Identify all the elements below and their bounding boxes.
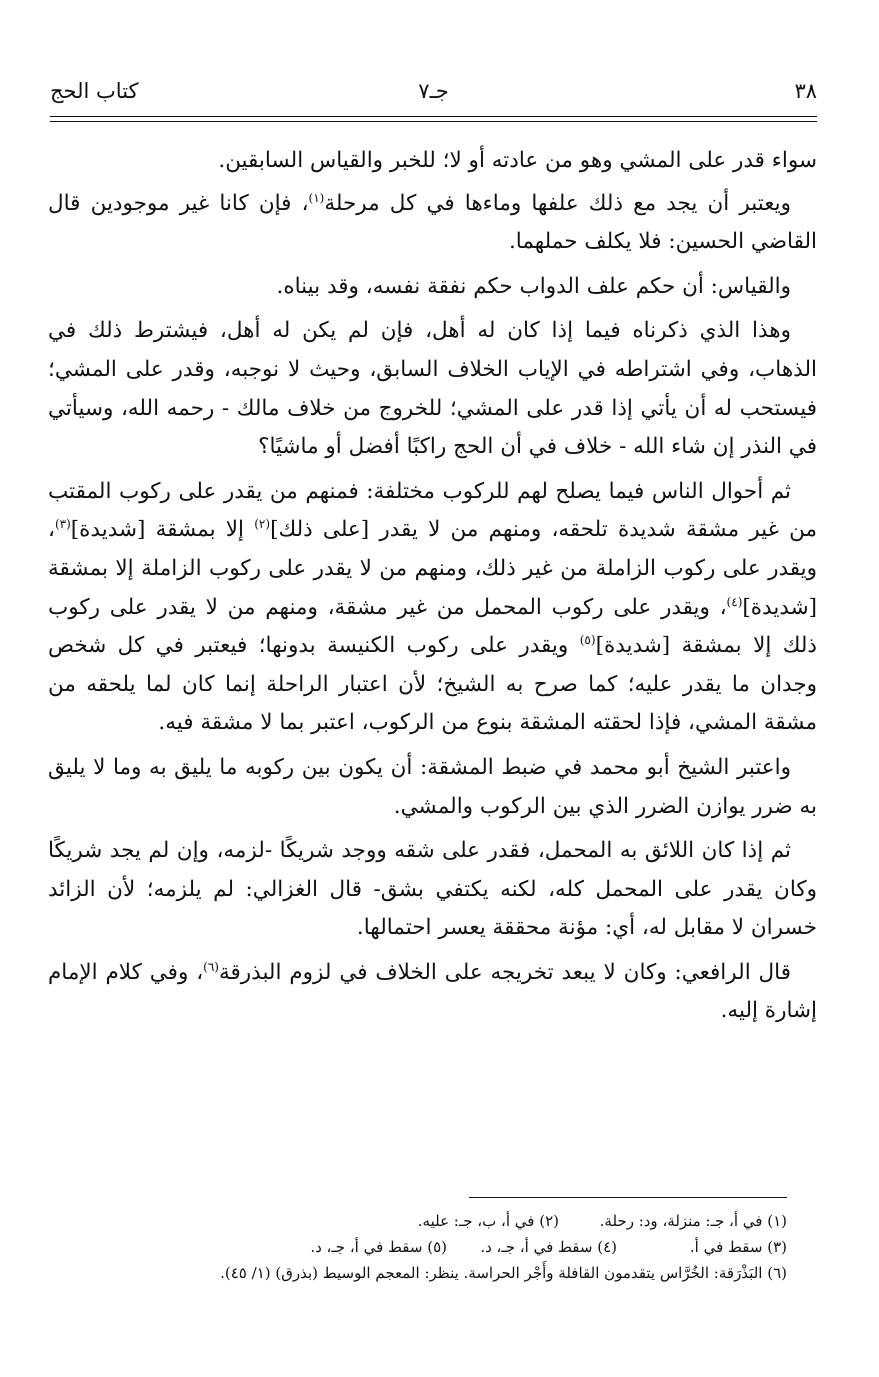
paragraph: والقياس: أن حكم علف الدواب حكم نفقة نفسه، وقد بيناه. bbox=[276, 273, 791, 299]
book-title: كتاب الحج bbox=[50, 79, 139, 103]
footnote-ref[interactable]: (٥) bbox=[579, 632, 596, 647]
paragraph: ويعتبر أن يجد مع ذلك علفها وماءها في كل مرحلة$^{(١)}$، فإن كانا غير موجودين قال القاضي الحسين: فلا يكلف حملهما. bbox=[48, 190, 817, 255]
footnote-ref[interactable]: (٤) bbox=[726, 594, 743, 609]
running-header bbox=[50, 72, 817, 110]
header-rule-top bbox=[50, 116, 817, 117]
footnote-row bbox=[60, 1234, 787, 1260]
footnote-2: (٢) في أ، ب، جـ: عليه. bbox=[417, 1212, 559, 1230]
footnote-5: (٥) سقط في أ، جـ، د. bbox=[310, 1238, 447, 1256]
footnote-ref[interactable]: (٢) bbox=[254, 517, 271, 532]
paragraph: قال الرافعي: وكان لا يبعد تخريجه على الخلاف في لزوم البذرقة$^{(٦)}$، وفي كلام الإمام إشارة إليه. bbox=[48, 959, 817, 1024]
footnote-row bbox=[60, 1260, 787, 1286]
paragraph: ثم إذا كان اللائق به المحمل، فقدر على شقه ووجد شريكًا -لزمه، وإن لم يجد شريكًا وكان يقدر على المحمل كله، لكنه يكتفي بشق- قال الغزالي: لم يلزمه؛ لأن الزائد خسران لا مقابل له، أي: مؤنة محققة يعسر احتمالها. bbox=[48, 838, 817, 941]
footnote-1: (١) في أ، جـ: منزلة، ود: رحلة. bbox=[599, 1212, 787, 1230]
footnote-4: (٤) سقط في أ، جـ، د. bbox=[480, 1238, 617, 1256]
paragraph: ثم أحوال الناس فيما يصلح لهم للركوب مختلفة: فمنهم من يقدر على ركوب المقتب من غير مشقة شديدة تلحقه، ومنهم من لا يقدر [على ذلك]$^{(٢)}$ إلا بمشقة [شديدة]$^{(٣)}$، ويقدر على ركوب الزاملة من غير ذلك، ومنهم من لا يقدر على ركوب الزاملة إلا بمشقة [شديدة]$^{(٤)}$، ويقدر على ركوب المحمل من غير مشقة، ومنهم من لا يقدر على ركوب ذلك إلا بمشقة [شديدة]$^{(٥)}$ ويقدر على ركوب الكنيسة بدونها؛ فيعتبر في كل شخص وجدان ما يقدر عليه؛ كما صرح به الشيخ؛ لأن اعتبار الراحلة إنما كان لما يلحقه من مشقة المشي، فإذا لحقته المشقة بنوع من الركوب، اعتبر بما لا مشقة فيه. bbox=[48, 478, 817, 736]
paragraph: واعتبر الشيخ أبو محمد في ضبط المشقة: أن يكون بين ركوبه ما يليق به وما لا يليق به ضرر يوازن الضرر الذي بين الركوب والمشي. bbox=[48, 754, 817, 819]
footnote-ref[interactable]: (١) bbox=[308, 190, 325, 205]
footnote-separator bbox=[469, 1197, 787, 1198]
footnote-6: (٦) البَذْرَقة: الخُرَّاس يتقدمون القافلة وأَجْر الحراسة. ينظر: المعجم الوسيط (بذرق) (١/ ٤٥). bbox=[220, 1264, 787, 1282]
footnote-ref[interactable]: (٣) bbox=[54, 517, 71, 532]
page-number: ٣٨ bbox=[794, 79, 817, 103]
paragraph: سواء قدر على المشي وهو من عادته أو لا؛ للخبر والقياس السابقين. bbox=[218, 148, 817, 173]
volume-label: جـ٧ bbox=[418, 79, 449, 103]
main-text bbox=[48, 142, 817, 1037]
header-rule-bottom bbox=[50, 121, 817, 122]
footnote-3: (٣) سقط في أ. bbox=[689, 1238, 787, 1256]
footnote-ref[interactable]: (٦) bbox=[203, 959, 219, 974]
paragraph: وهذا الذي ذكرناه فيما إذا كان له أهل، فإن لم يكن له أهل، فيشترط ذلك في الذهاب، وفي اشتراطه في الإياب الخلاف السابق، وحيث لا نوجبه، وقدر على المشي؛ فيستحب له أن يأتي إذا قدر على المشي؛ للخروج من خلاف مالك - رحمه الله، وسيأتي في النذر إن شاء الله - خلاف في أن الحج راكبًا أفضل أو ماشيًا؟ bbox=[48, 318, 817, 460]
footnotes bbox=[60, 1208, 787, 1286]
footnote-row bbox=[60, 1208, 787, 1234]
